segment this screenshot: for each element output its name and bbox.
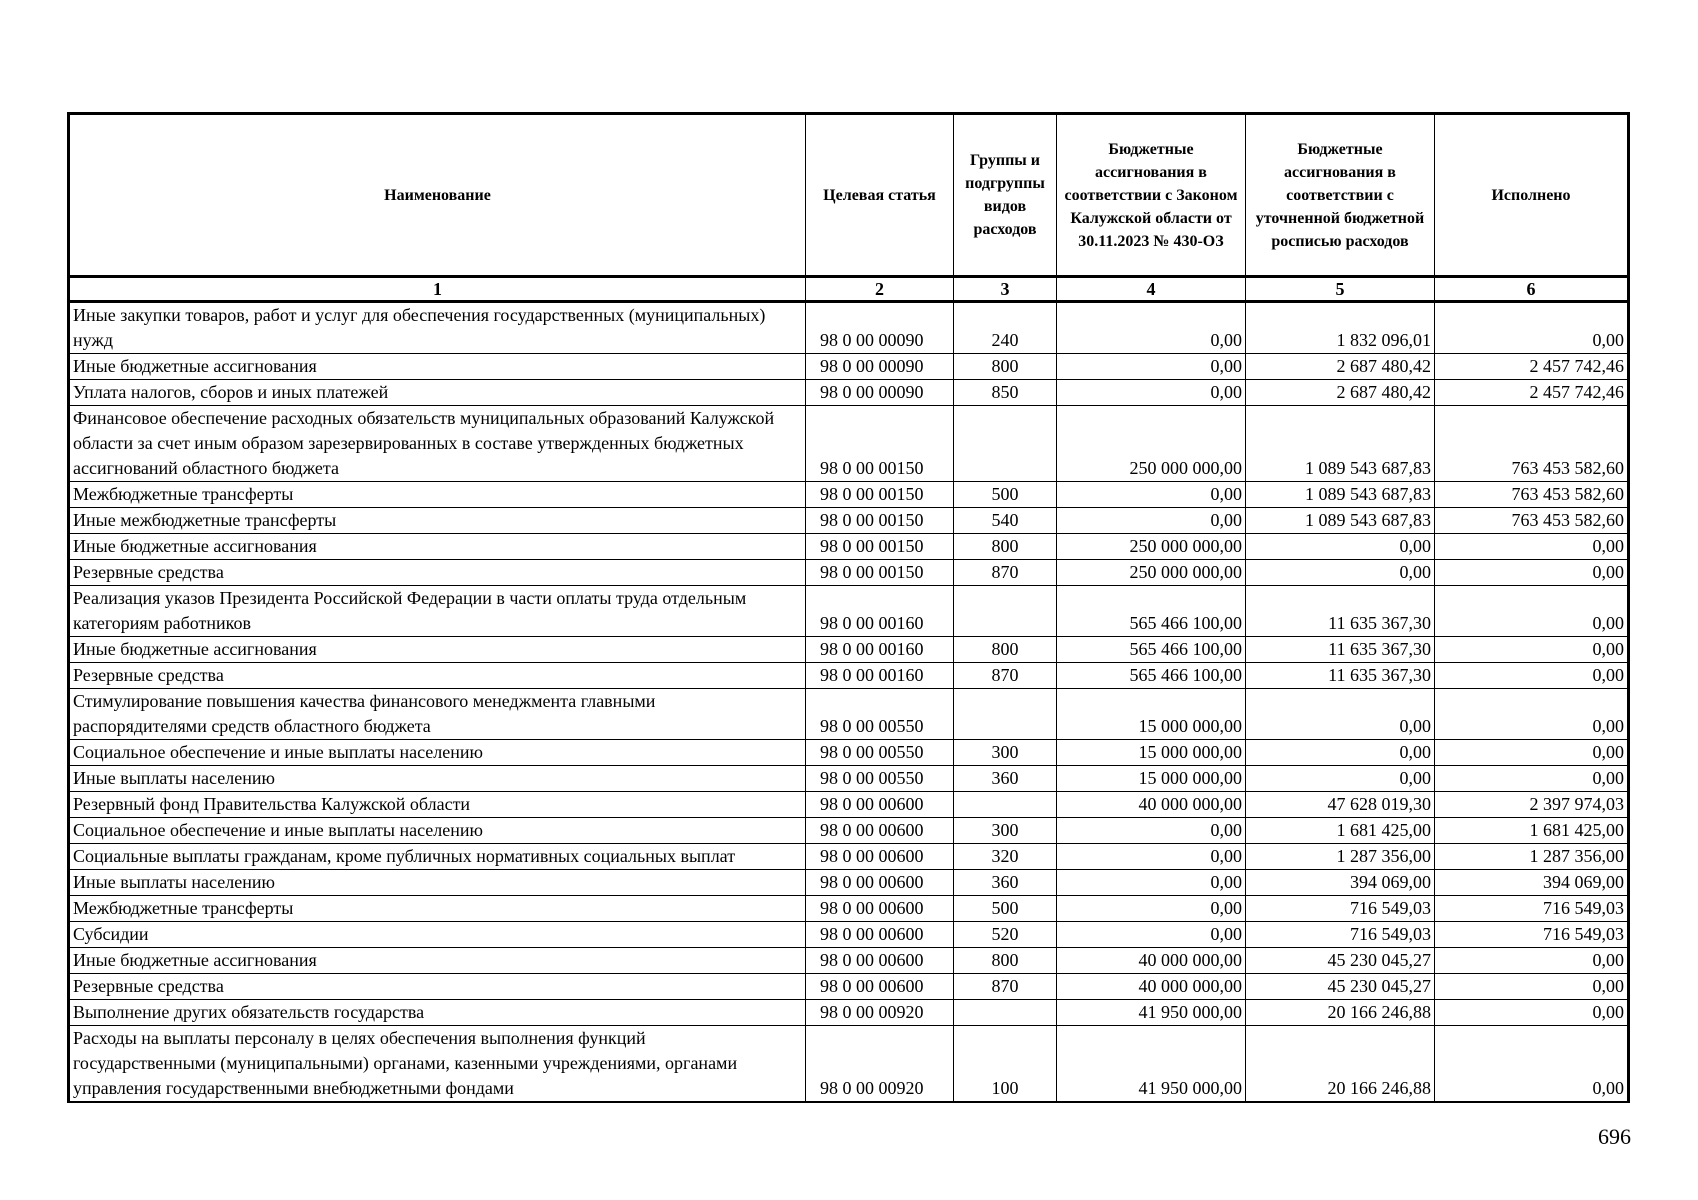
row-executed: 0,00 (1435, 637, 1629, 663)
row-law-allocation: 0,00 (1057, 870, 1246, 896)
row-name: Межбюджетные трансферты (69, 482, 806, 508)
row-expense-group: 870 (954, 974, 1057, 1000)
table-row (69, 534, 1629, 560)
row-law-allocation: 15 000 000,00 (1057, 740, 1246, 766)
table-row (69, 586, 1629, 637)
row-target-article: 98 0 00 00600 (806, 896, 954, 922)
row-name: Социальное обеспечение и иные выплаты населению (69, 740, 806, 766)
row-expense-group: 320 (954, 844, 1057, 870)
row-target-article: 98 0 00 00550 (806, 740, 954, 766)
table-row (69, 1000, 1629, 1026)
row-law-allocation: 0,00 (1057, 354, 1246, 380)
row-executed: 0,00 (1435, 948, 1629, 974)
row-refined-allocation: 1 089 543 687,83 (1246, 482, 1435, 508)
table-row (69, 637, 1629, 663)
table-row (69, 740, 1629, 766)
row-name: Иные выплаты населению (69, 870, 806, 896)
row-law-allocation: 40 000 000,00 (1057, 792, 1246, 818)
row-expense-group: 800 (954, 637, 1057, 663)
header-name: Наименование (69, 114, 806, 277)
column-number: 4 (1057, 277, 1246, 302)
row-law-allocation: 565 466 100,00 (1057, 586, 1246, 637)
row-law-allocation: 15 000 000,00 (1057, 689, 1246, 740)
row-law-allocation: 0,00 (1057, 482, 1246, 508)
row-target-article: 98 0 00 00090 (806, 380, 954, 406)
row-law-allocation: 41 950 000,00 (1057, 1026, 1246, 1103)
row-refined-allocation: 20 166 246,88 (1246, 1000, 1435, 1026)
row-name: Иные бюджетные ассигнования (69, 354, 806, 380)
row-refined-allocation: 45 230 045,27 (1246, 974, 1435, 1000)
row-refined-allocation: 20 166 246,88 (1246, 1026, 1435, 1103)
row-law-allocation: 565 466 100,00 (1057, 663, 1246, 689)
row-executed: 0,00 (1435, 560, 1629, 586)
row-law-allocation: 0,00 (1057, 896, 1246, 922)
row-law-allocation: 0,00 (1057, 818, 1246, 844)
row-target-article: 98 0 00 00600 (806, 844, 954, 870)
row-name: Социальные выплаты гражданам, кроме публичных нормативных социальных выплат (69, 844, 806, 870)
row-law-allocation: 0,00 (1057, 380, 1246, 406)
row-expense-group: 360 (954, 766, 1057, 792)
column-number: 3 (954, 277, 1057, 302)
row-target-article: 98 0 00 00600 (806, 870, 954, 896)
row-expense-group: 100 (954, 1026, 1057, 1103)
row-name: Иные бюджетные ассигнования (69, 637, 806, 663)
row-refined-allocation: 394 069,00 (1246, 870, 1435, 896)
row-expense-group: 850 (954, 380, 1057, 406)
row-name: Финансовое обеспечение расходных обязательств муниципальных образований Калужской области за счет иным образом зарезервированных в составе утвержденных бюджетных ассигнований областного бюджета (69, 406, 806, 482)
row-target-article: 98 0 00 00150 (806, 534, 954, 560)
row-expense-group (954, 586, 1057, 637)
row-name: Резервные средства (69, 974, 806, 1000)
row-target-article: 98 0 00 00090 (806, 354, 954, 380)
column-number-row (69, 277, 1629, 302)
row-name: Межбюджетные трансферты (69, 896, 806, 922)
table-row (69, 689, 1629, 740)
row-refined-allocation: 11 635 367,30 (1246, 637, 1435, 663)
row-refined-allocation: 2 687 480,42 (1246, 380, 1435, 406)
row-executed: 2 457 742,46 (1435, 354, 1629, 380)
row-target-article: 98 0 00 00920 (806, 1000, 954, 1026)
table-row (69, 766, 1629, 792)
table-row (69, 948, 1629, 974)
table-row (69, 974, 1629, 1000)
row-target-article: 98 0 00 00600 (806, 922, 954, 948)
row-target-article: 98 0 00 00150 (806, 482, 954, 508)
row-refined-allocation: 1 089 543 687,83 (1246, 508, 1435, 534)
row-law-allocation: 250 000 000,00 (1057, 406, 1246, 482)
row-expense-group: 300 (954, 740, 1057, 766)
column-number: 5 (1246, 277, 1435, 302)
row-executed: 2 397 974,03 (1435, 792, 1629, 818)
row-executed: 763 453 582,60 (1435, 482, 1629, 508)
row-refined-allocation: 1 681 425,00 (1246, 818, 1435, 844)
row-executed: 716 549,03 (1435, 896, 1629, 922)
row-law-allocation: 0,00 (1057, 844, 1246, 870)
row-executed: 2 457 742,46 (1435, 380, 1629, 406)
row-name: Выполнение других обязательств государства (69, 1000, 806, 1026)
table-row (69, 922, 1629, 948)
row-target-article: 98 0 00 00150 (806, 406, 954, 482)
row-refined-allocation: 47 628 019,30 (1246, 792, 1435, 818)
row-expense-group: 800 (954, 354, 1057, 380)
row-refined-allocation: 0,00 (1246, 560, 1435, 586)
row-law-allocation: 250 000 000,00 (1057, 534, 1246, 560)
row-name: Иные бюджетные ассигнования (69, 534, 806, 560)
table-row (69, 1026, 1629, 1103)
row-executed: 0,00 (1435, 689, 1629, 740)
row-name: Иные выплаты населению (69, 766, 806, 792)
row-name: Резервные средства (69, 560, 806, 586)
row-target-article: 98 0 00 00090 (806, 302, 954, 354)
row-refined-allocation: 11 635 367,30 (1246, 663, 1435, 689)
table-row (69, 508, 1629, 534)
table-row (69, 844, 1629, 870)
table-row (69, 818, 1629, 844)
header-executed: Исполнено (1435, 114, 1629, 277)
row-name: Резервные средства (69, 663, 806, 689)
row-expense-group: 800 (954, 534, 1057, 560)
row-executed: 1 681 425,00 (1435, 818, 1629, 844)
row-law-allocation: 41 950 000,00 (1057, 1000, 1246, 1026)
row-law-allocation: 0,00 (1057, 508, 1246, 534)
table-row (69, 896, 1629, 922)
column-number: 2 (806, 277, 954, 302)
row-refined-allocation: 11 635 367,30 (1246, 586, 1435, 637)
row-expense-group: 870 (954, 560, 1057, 586)
row-name: Реализация указов Президента Российской Федерации в части оплаты труда отдельным категориям работников (69, 586, 806, 637)
row-executed: 0,00 (1435, 663, 1629, 689)
row-target-article: 98 0 00 00160 (806, 586, 954, 637)
column-number: 6 (1435, 277, 1629, 302)
row-executed: 1 287 356,00 (1435, 844, 1629, 870)
row-expense-group: 300 (954, 818, 1057, 844)
row-refined-allocation: 1 832 096,01 (1246, 302, 1435, 354)
row-executed: 0,00 (1435, 974, 1629, 1000)
row-target-article: 98 0 00 00550 (806, 766, 954, 792)
row-expense-group: 800 (954, 948, 1057, 974)
row-refined-allocation: 0,00 (1246, 534, 1435, 560)
row-target-article: 98 0 00 00150 (806, 560, 954, 586)
row-executed: 0,00 (1435, 740, 1629, 766)
budget-execution-table (67, 112, 1630, 1103)
row-target-article: 98 0 00 00160 (806, 637, 954, 663)
table-row (69, 792, 1629, 818)
row-refined-allocation: 0,00 (1246, 740, 1435, 766)
column-number: 1 (69, 277, 806, 302)
row-law-allocation: 0,00 (1057, 922, 1246, 948)
table-row (69, 302, 1629, 354)
row-name: Уплата налогов, сборов и иных платежей (69, 380, 806, 406)
row-refined-allocation: 716 549,03 (1246, 896, 1435, 922)
table-body (69, 302, 1629, 1103)
row-executed: 763 453 582,60 (1435, 406, 1629, 482)
row-target-article: 98 0 00 00150 (806, 508, 954, 534)
row-refined-allocation: 2 687 480,42 (1246, 354, 1435, 380)
table-row (69, 870, 1629, 896)
row-refined-allocation: 1 089 543 687,83 (1246, 406, 1435, 482)
row-executed: 0,00 (1435, 534, 1629, 560)
table-row (69, 560, 1629, 586)
header-law-allocations: Бюджетные ассигнования в соответствии с Законом Калужской области от 30.11.2023 № 430-ОЗ (1057, 114, 1246, 277)
row-target-article: 98 0 00 00920 (806, 1026, 954, 1103)
row-name: Субсидии (69, 922, 806, 948)
row-law-allocation: 40 000 000,00 (1057, 974, 1246, 1000)
row-name: Иные межбюджетные трансферты (69, 508, 806, 534)
page-number: 696 (1598, 1124, 1631, 1149)
row-executed: 763 453 582,60 (1435, 508, 1629, 534)
row-name: Стимулирование повышения качества финансового менеджмента главными распорядителями средств областного бюджета (69, 689, 806, 740)
row-name: Расходы на выплаты персоналу в целях обеспечения выполнения функций государственными (муниципальными) органами, казенными учреждениями, органами управления государственными внебюджетными фондами (69, 1026, 806, 1103)
row-executed: 0,00 (1435, 1000, 1629, 1026)
row-expense-group: 520 (954, 922, 1057, 948)
row-law-allocation: 15 000 000,00 (1057, 766, 1246, 792)
row-expense-group: 870 (954, 663, 1057, 689)
table-header-row (69, 114, 1629, 277)
row-expense-group: 540 (954, 508, 1057, 534)
row-name: Иные закупки товаров, работ и услуг для обеспечения государственных (муниципальных) нужд (69, 302, 806, 354)
row-executed: 0,00 (1435, 586, 1629, 637)
row-expense-group: 240 (954, 302, 1057, 354)
row-expense-group (954, 792, 1057, 818)
row-target-article: 98 0 00 00600 (806, 792, 954, 818)
row-target-article: 98 0 00 00600 (806, 974, 954, 1000)
row-target-article: 98 0 00 00550 (806, 689, 954, 740)
row-name: Социальное обеспечение и иные выплаты населению (69, 818, 806, 844)
row-expense-group (954, 406, 1057, 482)
header-expense-groups: Группы и подгруппы видов расходов (954, 114, 1057, 277)
row-expense-group: 500 (954, 482, 1057, 508)
row-target-article: 98 0 00 00600 (806, 948, 954, 974)
row-law-allocation: 40 000 000,00 (1057, 948, 1246, 974)
header-refined-allocations: Бюджетные ассигнования в соответствии с уточненной бюджетной росписью расходов (1246, 114, 1435, 277)
table-row (69, 482, 1629, 508)
row-refined-allocation: 716 549,03 (1246, 922, 1435, 948)
row-law-allocation: 250 000 000,00 (1057, 560, 1246, 586)
row-target-article: 98 0 00 00160 (806, 663, 954, 689)
row-refined-allocation: 1 287 356,00 (1246, 844, 1435, 870)
row-expense-group (954, 1000, 1057, 1026)
table-row (69, 406, 1629, 482)
row-executed: 0,00 (1435, 1026, 1629, 1103)
row-executed: 716 549,03 (1435, 922, 1629, 948)
row-executed: 0,00 (1435, 302, 1629, 354)
table-row (69, 380, 1629, 406)
header-target-article: Целевая статья (806, 114, 954, 277)
row-name: Резервный фонд Правительства Калужской области (69, 792, 806, 818)
row-executed: 0,00 (1435, 766, 1629, 792)
table-row (69, 663, 1629, 689)
row-expense-group: 360 (954, 870, 1057, 896)
row-law-allocation: 0,00 (1057, 302, 1246, 354)
row-refined-allocation: 0,00 (1246, 766, 1435, 792)
row-name: Иные бюджетные ассигнования (69, 948, 806, 974)
row-executed: 394 069,00 (1435, 870, 1629, 896)
row-expense-group: 500 (954, 896, 1057, 922)
row-refined-allocation: 0,00 (1246, 689, 1435, 740)
row-refined-allocation: 45 230 045,27 (1246, 948, 1435, 974)
table-row (69, 354, 1629, 380)
row-expense-group (954, 689, 1057, 740)
row-law-allocation: 565 466 100,00 (1057, 637, 1246, 663)
row-target-article: 98 0 00 00600 (806, 818, 954, 844)
